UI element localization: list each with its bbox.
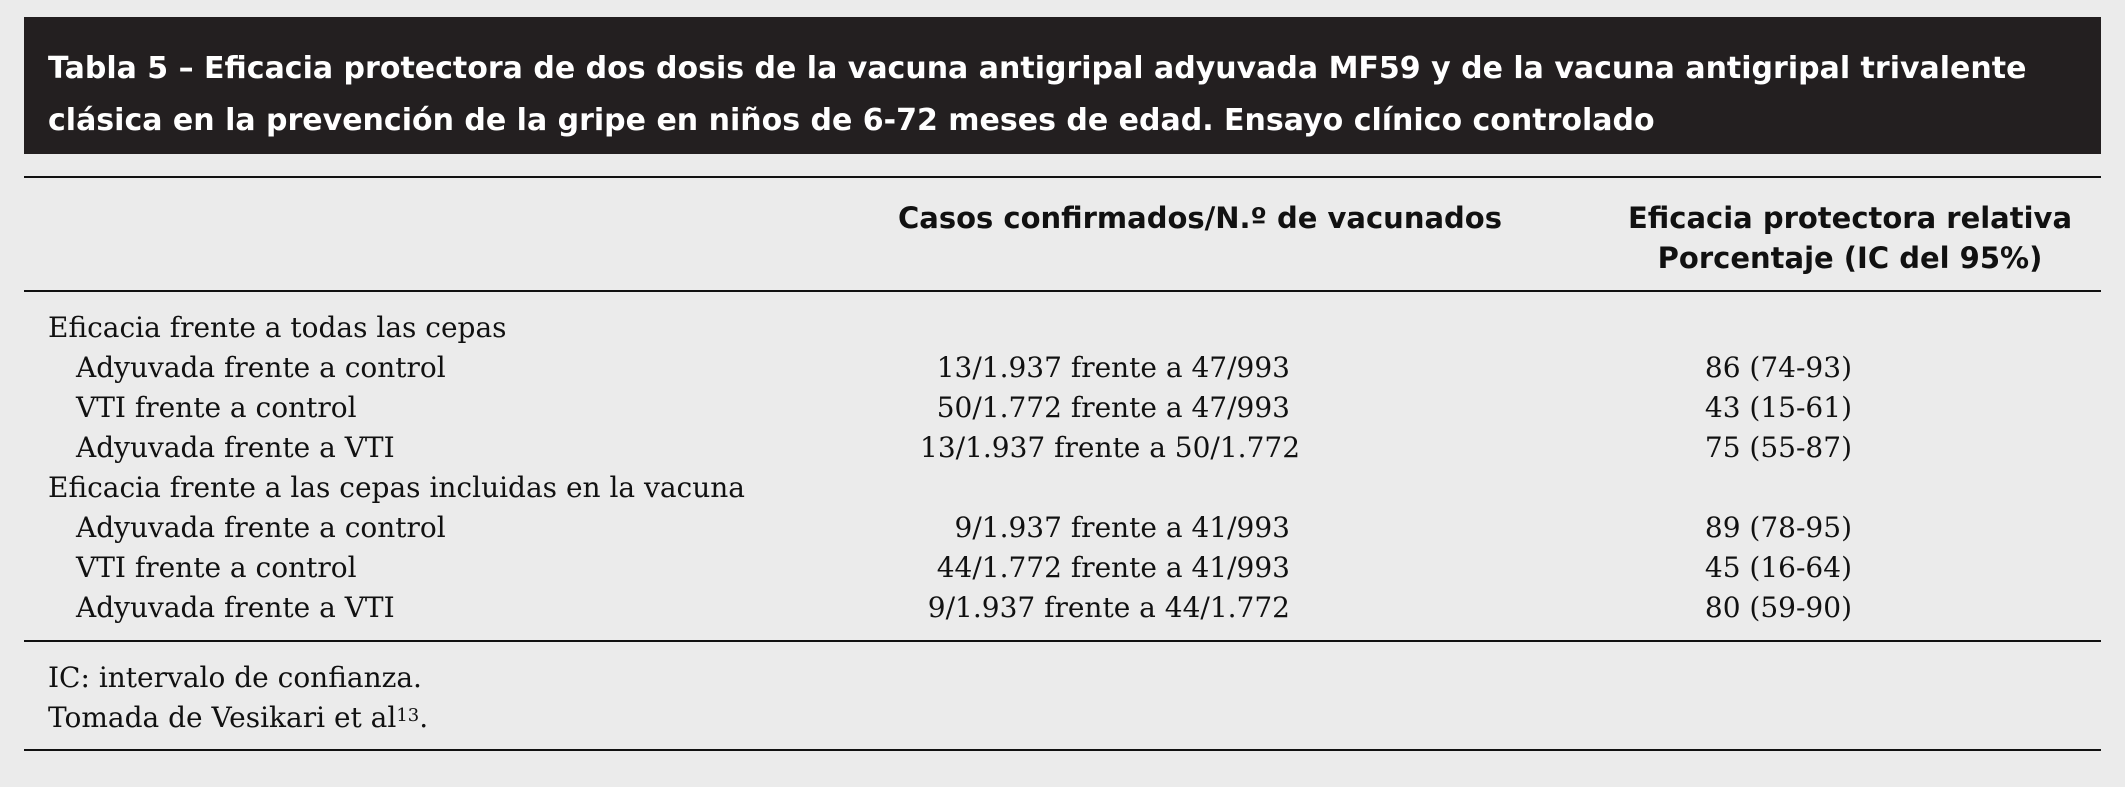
row-cases: 13/1.937 frente a 50/1.772 xyxy=(920,431,1301,464)
column-header-cases: Casos confirmados/N.º de vacunados xyxy=(897,201,1502,235)
row-label: Adyuvada frente a control xyxy=(76,511,446,544)
footnote-reference: 13 xyxy=(396,705,420,726)
row-label: Adyuvada frente a control xyxy=(76,351,446,384)
table-row xyxy=(0,388,2125,428)
column-header-efficacy xyxy=(1470,198,2125,278)
table-row xyxy=(0,508,2125,548)
row-cases: 13/1.937 frente a 47/993 xyxy=(936,351,1290,384)
row-efficacy: 80 (59-90) xyxy=(1704,591,1852,624)
row-cases: 9/1.937 frente a 44/1.772 xyxy=(927,591,1290,624)
row-label: Adyuvada frente a VTI xyxy=(76,591,395,624)
table-title xyxy=(24,17,2101,154)
row-efficacy: 75 (55-87) xyxy=(1704,431,1852,464)
table-row xyxy=(0,428,2125,468)
row-label: Adyuvada frente a VTI xyxy=(76,431,395,464)
row-efficacy: 45 (16-64) xyxy=(1704,551,1852,584)
table-bottom-rule xyxy=(24,749,2101,751)
table-title-line-2: clásica en la prevención de la gripe en niños de 6-72 meses de edad. Ensayo clínico controlado xyxy=(48,103,1655,138)
table-top-rule xyxy=(24,176,2101,178)
row-label: VTI frente a control xyxy=(76,391,357,424)
footnote-source-end: . xyxy=(419,701,429,734)
row-cases: 9/1.937 frente a 41/993 xyxy=(954,511,1290,544)
row-efficacy: 89 (78-95) xyxy=(1704,511,1852,544)
column-header-efficacy-line-1: Eficacia protectora relativa xyxy=(1627,201,2073,235)
row-label: VTI frente a control xyxy=(76,551,357,584)
table-title-line-1: Tabla 5 – Eficacia protectora de dos dosis de la vacuna antigripal adyuvada MF59 y de la vacuna antigripal trivalente xyxy=(48,51,2027,86)
table-row xyxy=(0,588,2125,628)
body-rule xyxy=(24,640,2101,642)
footnote-abbreviation: IC: intervalo de confianza. xyxy=(48,661,422,694)
row-label: Eficacia frente a las cepas incluidas en la vacuna xyxy=(48,471,745,504)
column-header-efficacy-line-2: Porcentaje (IC del 95%) xyxy=(1657,241,2043,275)
footnote-source-text: Tomada de Vesikari et al xyxy=(48,701,397,734)
footnote-source xyxy=(48,698,428,738)
row-efficacy: 43 (15-61) xyxy=(1704,391,1852,424)
row-cases: 50/1.772 frente a 47/993 xyxy=(936,391,1290,424)
table-row-group-all-strains xyxy=(0,308,2125,348)
header-rule xyxy=(24,290,2101,292)
table-row-group-vaccine-strains xyxy=(0,468,2125,508)
table-row xyxy=(0,548,2125,588)
row-label: Eficacia frente a todas las cepas xyxy=(48,311,507,344)
row-efficacy: 86 (74-93) xyxy=(1704,351,1852,384)
row-cases: 44/1.772 frente a 41/993 xyxy=(936,551,1290,584)
table-row xyxy=(0,348,2125,388)
